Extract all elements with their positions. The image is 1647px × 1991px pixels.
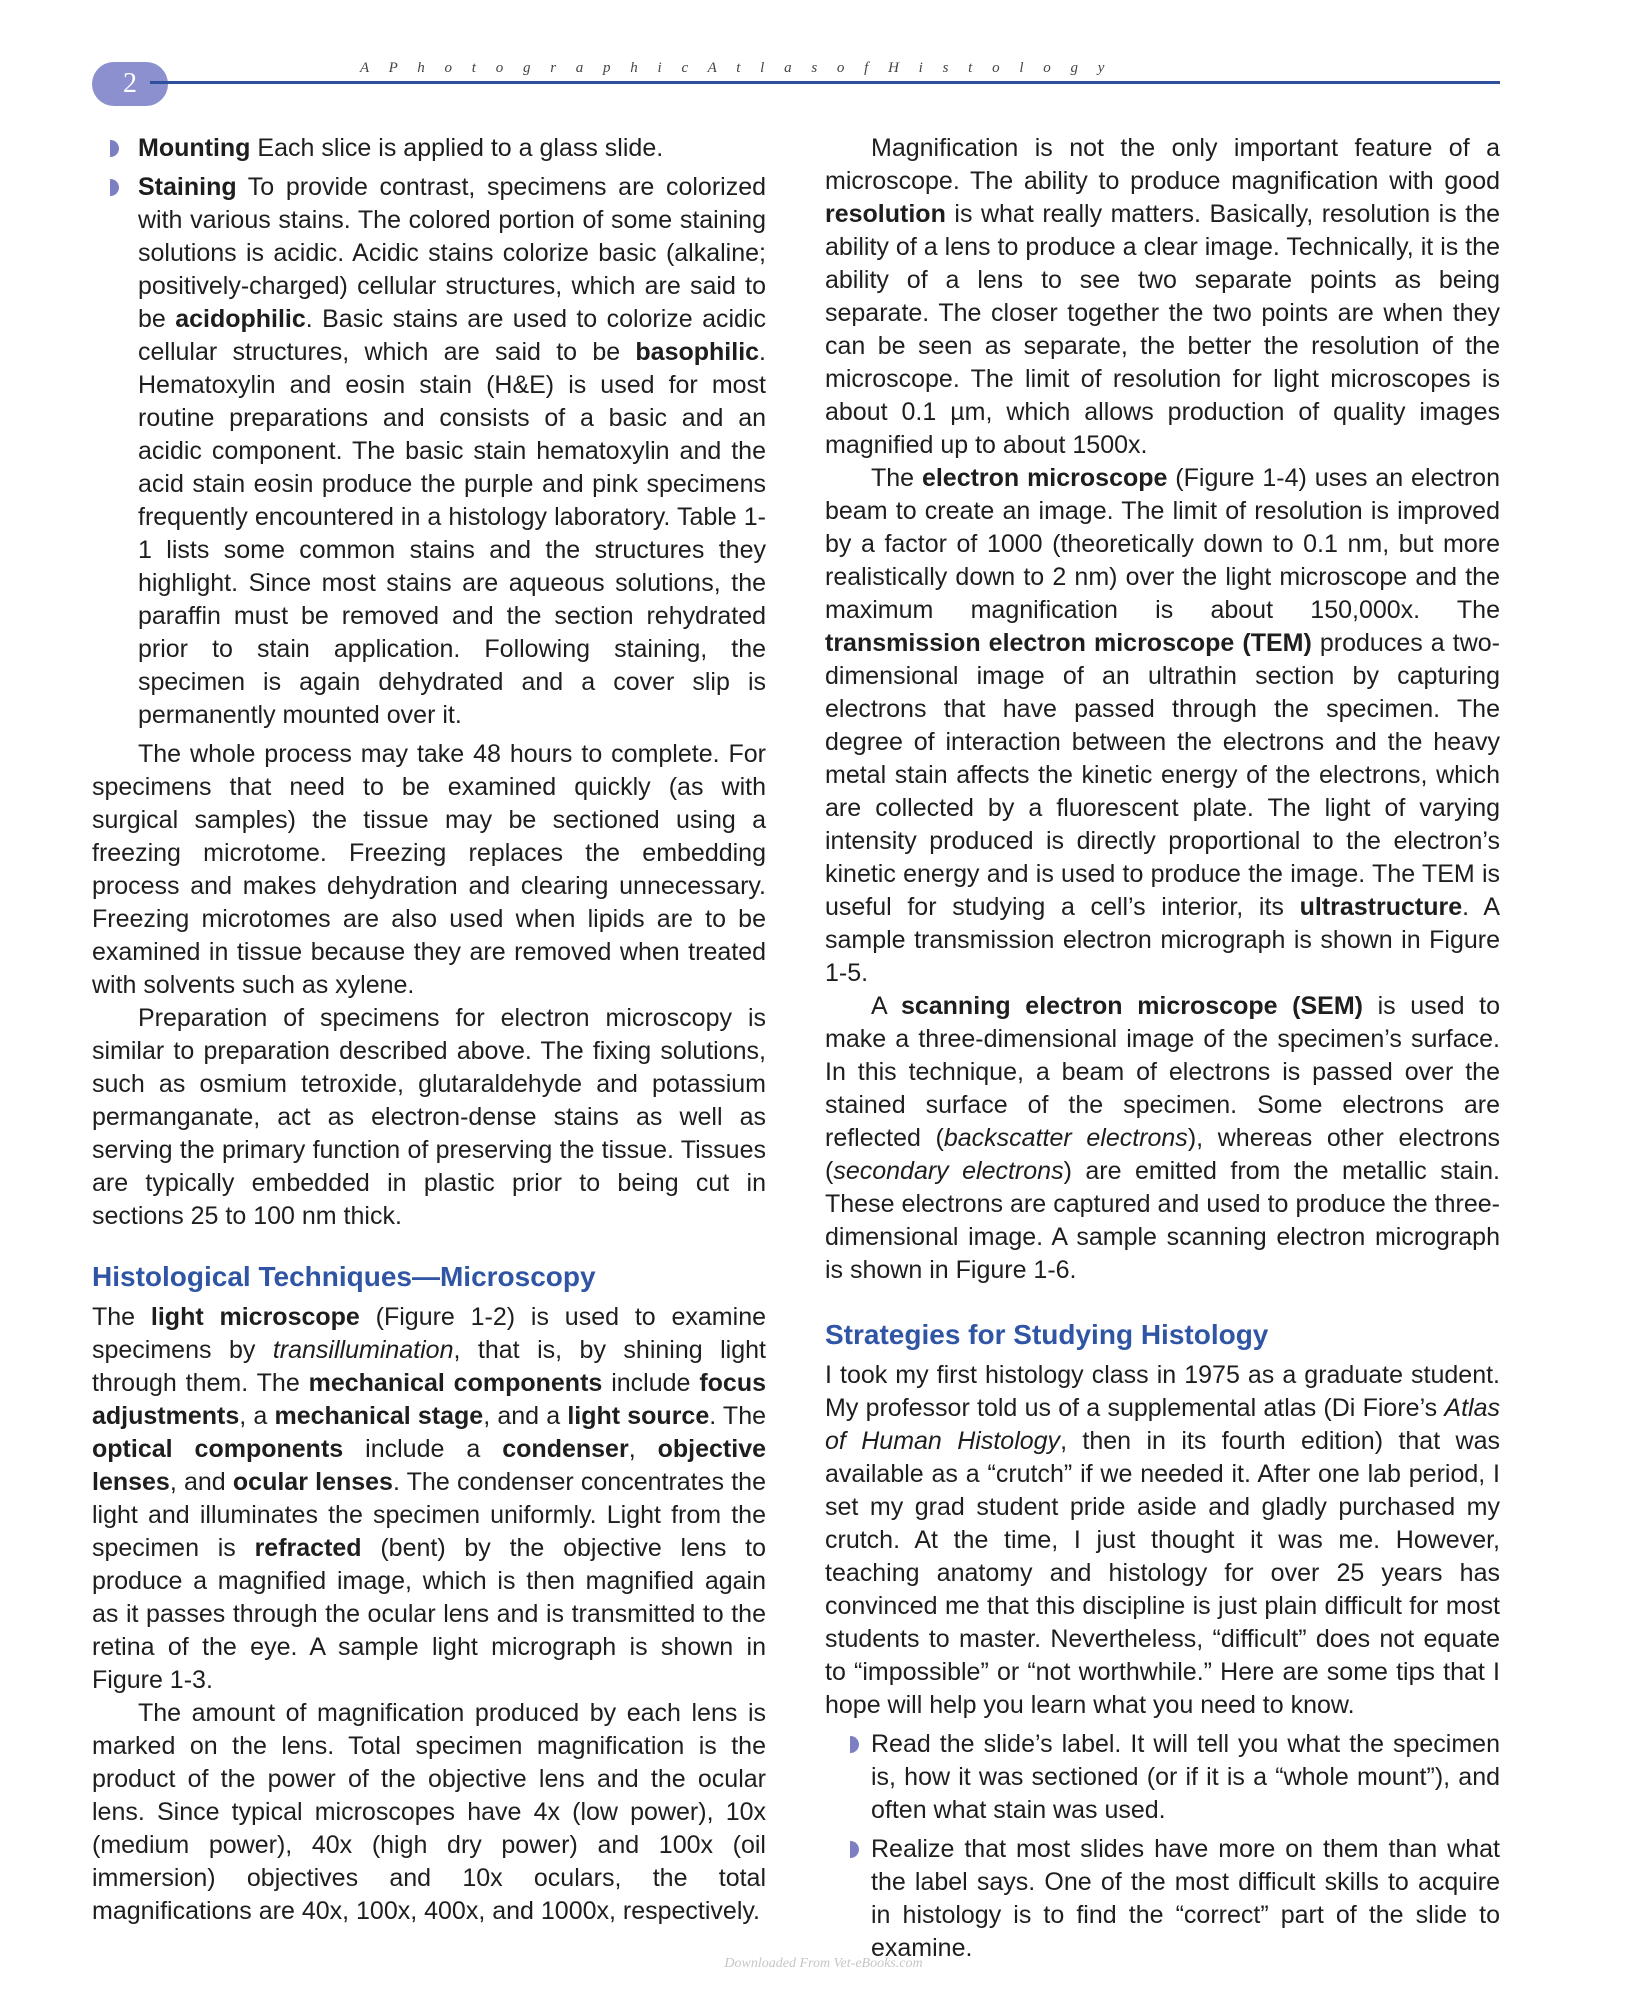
term: Staining bbox=[138, 173, 237, 201]
right-bullet-list bbox=[825, 1728, 1500, 1965]
term: Mounting bbox=[138, 134, 251, 162]
left-column bbox=[92, 132, 766, 1928]
paragraph: I took my first histology class in 1975 as a graduate student. My professor told us of a supplemental atlas (Di Fiore’s Atlas of Human Histology, then in its fourth edition) that was available as a “crutch” if we needed it. After one lab period, I set my grad student pride aside and gladly purchased my crutch. At the time, I just thought it was me. However, teaching anatomy and histology for over 25 years has convinced me that this discipline is just plain difficult for most students to master. Nevertheless, “difficult” does not equate to “impossible” or “not worthwhile.” Here are some tips that I hope will help you learn what you need to know. bbox=[825, 1361, 1500, 1719]
paragraph: The whole process may take 48 hours to complete. For specimens that need to be examined quickly (as with surgical samples) the tissue may be sectioned using a freezing microtome. Freezing replaces the embedding process and makes dehydration and clearing unnecessary. Freezing microtomes are also used when lipids are to be examined in tissue because they are removed when treated with solvents such as xylene. bbox=[92, 740, 766, 999]
watermark: Downloaded From Vet-eBooks.com bbox=[724, 1956, 923, 1971]
header-rule bbox=[150, 81, 1500, 84]
bullet-icon bbox=[850, 1736, 859, 1753]
paragraph: The light microscope (Figure 1-2) is used to examine specimens by transillumination, that is, by shining light through them. The mechanical components include focus adjustments, a mechanical stage, and a light source. The optical components include a condenser, objective lenses, and ocular lenses. The condenser concentrates the light and illuminates the specimen uniformly. Light from the specimen is refracted (bent) by the objective lens to produce a magnified image, which is then magnified again as it passes through the ocular lens and is transmitted to the retina of the eye. A sample light micrograph is shown in Figure 1-3. bbox=[92, 1303, 767, 1694]
bullet-icon bbox=[110, 179, 119, 196]
left-bullet-list bbox=[92, 132, 766, 732]
list-item: Realize that most slides have more on them than what the label says. One of the most difficult skills to acquire in histology is to find the “correct” part of the slide to examine. bbox=[825, 1833, 1500, 1965]
paragraph: Preparation of specimens for electron microscopy is similar to preparation described above. The fixing solutions, such as osmium tetroxide, glutaraldehyde and potassium permanganate, act as electron-dense stains as well as serving the primary function of preserving the tissue. Tissues are typically embedded in plastic prior to being cut in sections 25 to 100 nm thick. bbox=[92, 1004, 766, 1230]
paragraph: Magnification is not the only important feature of a microscope. The ability to produce magnification with good resolution is what really matters. Basically, resolution is the ability of a lens to produce a clear image. Technically, it is the ability of a lens to see two separate points as being separate. The closer together the two points are when they can be seen as separate, the better the resolution of the microscope. The limit of resolution for light microscopes is about 0.1 µm, which allows production of quality images magnified up to about 1500x. bbox=[825, 134, 1500, 459]
bullet-icon bbox=[110, 140, 119, 157]
bullet-icon bbox=[850, 1841, 859, 1858]
list-item: Read the slide’s label. It will tell you what the specimen is, how it was sectioned (or if it is a “whole mount”), and often what stain was used. bbox=[825, 1728, 1500, 1827]
list-item: Staining To provide contrast, specimens are colorized with various stains. The colored portion of some staining solutions is acidic. Acidic stains colorize basic (alkaline; positively-charged) cellular structures, which are said to be acidophilic. Basic stains are used to colorize acidic cellular structures, which are said to be basophilic. Hematoxylin and eosin stain (H&E) is used for most routine preparations and consists of a basic and an acidic component. The basic stain hematoxylin and the acid stain eosin produce the purple and pink specimens frequently encountered in a histology laboratory. Table 1-1 lists some common stains and the structures they highlight. Since most stains are aqueous solutions, the paraffin must be removed and the section rehydrated prior to stain application. Following staining, the specimen is again dehydrated and a cover slip is permanently mounted over it. bbox=[92, 171, 766, 732]
section-heading: Histological Techniques—Microscopy bbox=[92, 1261, 596, 1292]
page-number: 2 bbox=[92, 62, 168, 106]
list-item: Mounting Each slice is applied to a glass slide. bbox=[92, 132, 766, 165]
section-heading: Strategies for Studying Histology bbox=[825, 1319, 1269, 1350]
paragraph: The amount of magnification produced by each lens is marked on the lens. Total specimen magnification is the product of the power of the objective lens and the ocular lens. Since typical microscopes have 4x (low power), 10x (medium power), 40x (high dry power) and 100x (oil immersion) objectives and 10x oculars, the total magnifications are 40x, 100x, 400x, and 1000x, respectively. bbox=[92, 1699, 766, 1925]
paragraph: The electron microscope (Figure 1-4) uses an electron beam to create an image. The limit of resolution is improved by a factor of 1000 (theoretically down to 0.1 nm, but more realistically down to 2 nm) over the light microscope and the maximum magnification is about 150,000x. The transmission electron microscope (TEM) produces a two-dimensional image of an ultrathin section by capturing electrons that have passed through the specimen. The degree of interaction between the electrons and the heavy metal stain affects the kinetic energy of the electrons, which are collected by a fluorescent plate. The light of varying intensity produced is directly proportional to the electron’s kinetic energy and is used to produce the image. The TEM is useful for studying a cell’s interior, its ultrastructure. A sample transmission electron micrograph is shown in Figure 1-5. bbox=[825, 464, 1501, 987]
paragraph: A scanning electron microscope (SEM) is used to make a three-dimensional image of the specimen’s surface. In this technique, a beam of electrons is passed over the stained surface of the specimen. Some electrons are reflected (backscatter electrons), whereas other electrons (secondary electrons) are emitted from the metallic stain. These electrons are captured and used to produce the three-dimensional image. A sample scanning electron micrograph is shown in Figure 1-6. bbox=[825, 992, 1500, 1284]
right-column bbox=[825, 132, 1500, 1971]
running-header: A P h o t o g r a p h i c A t l a s o f H i s t o l o g y bbox=[360, 60, 1113, 76]
